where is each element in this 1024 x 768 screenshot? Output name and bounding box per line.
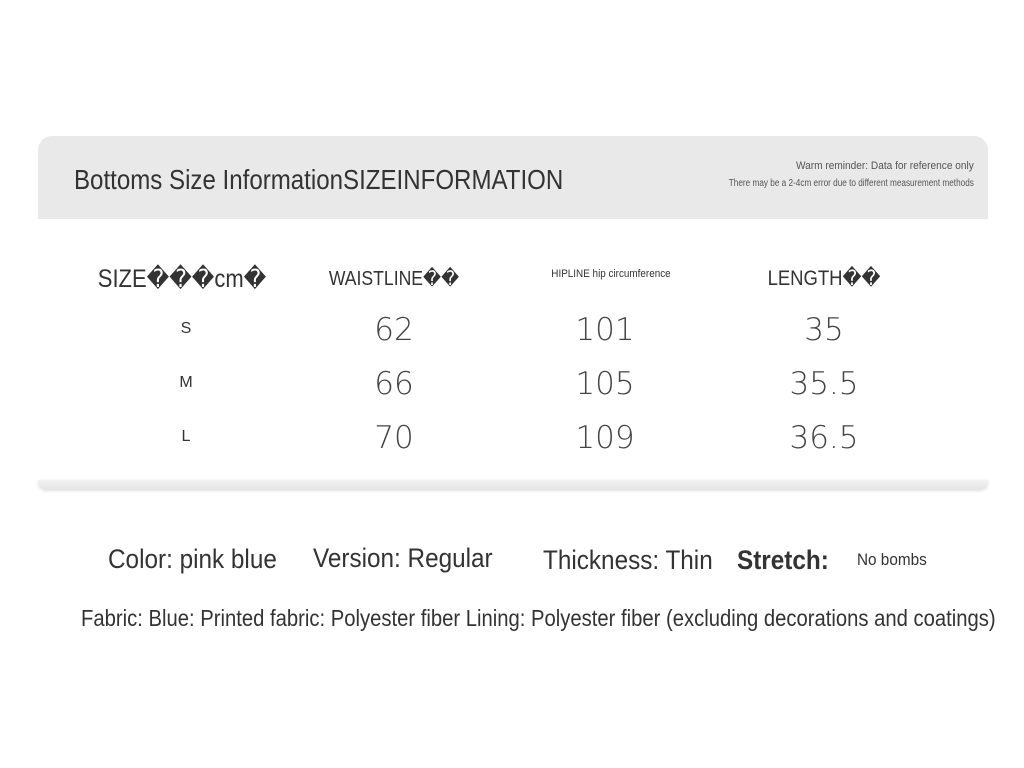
hipline-cell: 109: [575, 420, 635, 456]
reminder-line-2: There may be a 2-4cm error due to different measurement methods: [728, 178, 974, 189]
length-cell: 35: [804, 312, 844, 348]
waistline-cell: 62: [374, 312, 414, 348]
thickness-attribute: Thickness: Thin: [543, 545, 713, 575]
waistline-cell: 70: [374, 420, 414, 456]
stretch-value: No bombs: [857, 550, 927, 569]
page-title: Bottoms Size InformationSIZEINFORMATION: [74, 164, 564, 195]
table-row: [38, 312, 988, 352]
reminder-note: [675, 160, 974, 189]
stretch-label: Stretch:: [737, 545, 829, 575]
version-attribute: Version: Regular: [313, 543, 493, 573]
length-cell: 36.5: [789, 420, 859, 456]
length-cell: 35.5: [789, 366, 859, 402]
size-info-header: [38, 136, 988, 219]
waistline-cell: 66: [374, 366, 414, 402]
table-row: [38, 420, 988, 460]
size-cell: L: [181, 428, 191, 445]
size-cell: M: [179, 374, 193, 391]
table-divider: [38, 480, 988, 490]
color-attribute: Color: pink blue: [108, 544, 277, 574]
column-header-length: LENGTH��: [767, 267, 881, 290]
column-header-waistline: WAISTLINE��: [328, 268, 460, 290]
hipline-cell: 105: [575, 366, 635, 402]
table-row: [38, 366, 988, 406]
hipline-cell: 101: [575, 312, 635, 348]
size-cell: S: [180, 320, 192, 337]
fabric-description: Fabric: Blue: Printed fabric: Polyester fiber Lining: Polyester fiber (excluding decorations and coatings): [81, 605, 996, 631]
reminder-line-1: Warm reminder: Data for reference only: [796, 160, 974, 172]
column-header-size: SIZE���cm�: [97, 265, 267, 293]
column-header-hipline: HIPLINE hip circumference: [551, 268, 671, 280]
